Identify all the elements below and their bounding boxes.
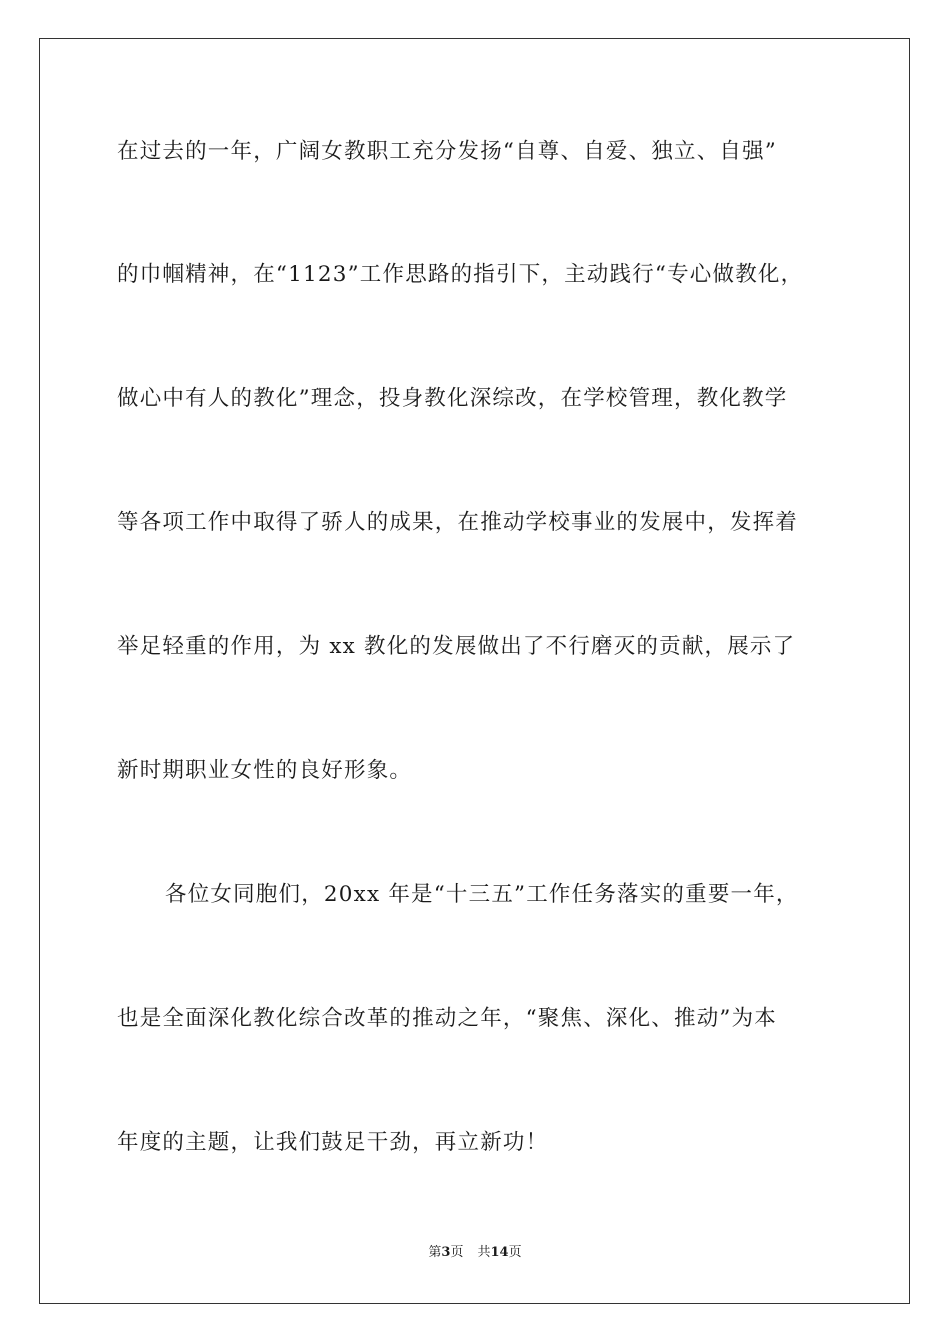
footer-page-suffix: 页: [450, 1245, 464, 1260]
paragraph-2-line-3: 年度的主题，让我们鼓足干劲，再立新功！: [117, 1130, 549, 1155]
footer-total-prefix: 共: [477, 1245, 491, 1260]
paragraph-1-line-1: 在过去的一年，广阔女教职工充分发扬“自尊、自爱、独立、自强”: [117, 139, 777, 164]
paragraph-2-line-1: 各位女同胞们，20xx 年是“十三五”工作任务落实的重要一年，: [165, 882, 799, 907]
footer-total-suffix: 页: [508, 1245, 522, 1260]
paragraph-1-line-5: 举足轻重的作用，为 xx 教化的发展做出了不行磨灭的贡献，展示了: [117, 634, 796, 659]
page-border: [39, 38, 910, 1304]
paragraph-1-line-3: 做心中有人的教化”理念，投身教化深综改，在学校管理，教化教学: [117, 386, 788, 411]
paragraph-2-line-2: 也是全面深化教化综合改革的推动之年，“聚焦、深化、推动”为本: [117, 1006, 777, 1031]
paragraph-1-line-6: 新时期职业女性的良好形象。: [117, 758, 413, 783]
footer-page-prefix: 第: [428, 1245, 442, 1260]
paragraph-1-line-4: 等各项工作中取得了骄人的成果，在推动学校事业的发展中，发挥着: [117, 510, 799, 535]
footer-total-pages: 14: [490, 1245, 509, 1260]
page-footer: [0, 1244, 950, 1262]
footer-page-number: 3: [441, 1245, 451, 1260]
paragraph-1-line-2: 的巾帼精神，在“1123”工作思路的指引下，主动践行“专心做教化，: [117, 262, 804, 287]
